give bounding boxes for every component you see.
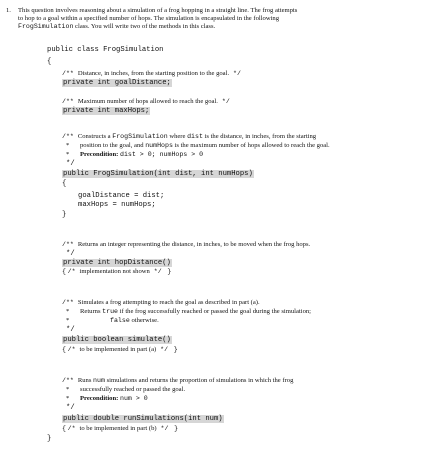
comment-text: Constructs a bbox=[77, 133, 113, 140]
run-simulations-signature-code: public double runSimulations(int num) bbox=[63, 415, 223, 423]
comment-open: /* bbox=[67, 425, 80, 432]
comment-open: /** bbox=[62, 377, 78, 384]
ctor-comment-line-1 bbox=[62, 133, 316, 141]
sim-comment-line-1 bbox=[62, 299, 260, 307]
comment-text: to be implemented in part (a) bbox=[79, 346, 157, 353]
hop-body bbox=[62, 268, 171, 276]
comment-text: Maximum number of hops allowed to reach the goal. bbox=[77, 98, 218, 105]
max-hops-field-code: private int maxHops; bbox=[63, 107, 150, 115]
max-hops-comment bbox=[62, 98, 230, 106]
open-brace: { bbox=[62, 268, 66, 275]
comment-text: successfully reached or passed the goal. bbox=[80, 386, 186, 393]
comment-text: simulations and returns the proportion of simulations in which the frog bbox=[104, 377, 294, 384]
inline-code: dist > 0; numHops > 0 bbox=[120, 151, 204, 158]
comment-text: to be implemented in part (b) bbox=[79, 425, 157, 432]
comment-close: */ bbox=[156, 425, 169, 432]
inline-code: numHops bbox=[145, 142, 173, 149]
comment-open: /* bbox=[67, 268, 80, 275]
comment-text: Returns bbox=[80, 308, 103, 315]
run-comment-line-3 bbox=[66, 395, 148, 403]
hop-comment-end: */ bbox=[66, 250, 75, 258]
bullet: * bbox=[66, 151, 70, 158]
ctor-close-brace: } bbox=[62, 211, 67, 219]
simulate-signature bbox=[62, 336, 172, 345]
open-brace: { bbox=[62, 346, 66, 353]
ctor-comment-end: */ bbox=[66, 160, 75, 168]
comment-open: /** bbox=[62, 133, 78, 140]
comment-text: is the maximum number of hops allowed to reach the goal. bbox=[172, 142, 330, 149]
comment-open: /** bbox=[62, 98, 78, 105]
run-comment-line-1 bbox=[62, 377, 293, 385]
ctor-body-line-1: goalDistance = dist; bbox=[78, 192, 165, 200]
goal-distance-field bbox=[62, 79, 172, 88]
comment-text: Runs bbox=[77, 377, 94, 384]
class-declaration: public class FrogSimulation bbox=[47, 46, 164, 54]
intro-line-3-text: class. You will write two of the methods in this class. bbox=[73, 23, 216, 30]
bullet: * bbox=[66, 395, 70, 402]
intro-line-3 bbox=[18, 23, 215, 31]
inline-code: num > 0 bbox=[120, 395, 148, 402]
max-hops-field bbox=[62, 107, 150, 116]
inline-code: true bbox=[102, 308, 118, 315]
sim-comment-line-3 bbox=[66, 317, 159, 325]
hop-comment-line-1 bbox=[62, 241, 310, 249]
comment-text: implementation not shown bbox=[79, 268, 150, 275]
comment-text: is the distance, in inches, from the starting bbox=[202, 133, 317, 140]
bullet: * bbox=[66, 308, 70, 315]
ctor-open-brace: { bbox=[62, 180, 67, 188]
goal-distance-field-code: private int goalDistance; bbox=[63, 79, 171, 87]
inline-code: num bbox=[93, 377, 105, 384]
comment-text: if the frog successfully reached or passed the goal during the simulation; bbox=[118, 308, 311, 315]
class-close-brace: } bbox=[47, 435, 52, 443]
ctor-body-line-2: maxHops = numHops; bbox=[78, 201, 156, 209]
open-brace: { bbox=[62, 425, 66, 432]
constructor-signature-code: public FrogSimulation(int dist, int numHops) bbox=[63, 170, 253, 178]
comment-text: otherwise. bbox=[129, 317, 159, 324]
goal-distance-comment bbox=[62, 70, 241, 78]
question-number: 1. bbox=[6, 7, 11, 14]
run-comment-line-2 bbox=[66, 386, 186, 394]
hop-distance-signature bbox=[62, 259, 172, 268]
hop-distance-signature-code: private int hopDistance() bbox=[63, 259, 171, 267]
sim-comment-line-2 bbox=[66, 308, 311, 316]
comment-open: /** bbox=[62, 299, 78, 306]
sim-comment-end: */ bbox=[66, 326, 75, 334]
precondition-label: Precondition: bbox=[80, 151, 119, 158]
simulate-body bbox=[62, 346, 178, 354]
inline-code: false bbox=[110, 317, 130, 324]
comment-text: Distance, in inches, from the starting position to the goal. bbox=[77, 70, 230, 77]
comment-open: /* bbox=[67, 346, 80, 353]
comment-text: where bbox=[167, 133, 188, 140]
comment-text: Returns an integer representing the distance, in inches, to be moved when the frog hops. bbox=[77, 241, 311, 248]
ctor-comment-line-3 bbox=[66, 151, 204, 159]
class-open-brace: { bbox=[47, 58, 52, 66]
comment-text: position to the goal, and bbox=[80, 142, 146, 149]
close-brace: } bbox=[167, 268, 172, 275]
close-brace: } bbox=[174, 425, 179, 432]
class-name-inline: FrogSimulation bbox=[18, 23, 74, 30]
ctor-comment-line-2 bbox=[66, 142, 330, 150]
bullet: * bbox=[66, 142, 70, 149]
intro-line-1: This question involves reasoning about a simulation of a frog hopping in a straight line. The frog attempts bbox=[18, 7, 298, 14]
comment-text: Simulates a frog attempting to reach the goal as described in part (a). bbox=[77, 299, 260, 306]
bullet: * bbox=[66, 317, 70, 324]
comment-close: */ bbox=[217, 98, 230, 105]
intro-line-2: to hop to a goal within a specified number of hops. The simulation is encapsulated in the following bbox=[18, 15, 280, 22]
simulate-signature-code: public boolean simulate() bbox=[63, 336, 171, 344]
run-simulations-signature bbox=[62, 415, 224, 424]
comment-close: */ bbox=[156, 346, 169, 353]
inline-code: dist bbox=[187, 133, 203, 140]
precondition-label: Precondition: bbox=[80, 395, 119, 402]
bullet: * bbox=[66, 386, 70, 393]
close-brace: } bbox=[173, 346, 178, 353]
comment-close: */ bbox=[149, 268, 162, 275]
inline-code: FrogSimulation bbox=[112, 133, 168, 140]
comment-open: /** bbox=[62, 241, 78, 248]
comment-close: */ bbox=[229, 70, 241, 77]
comment-open: /** bbox=[62, 70, 78, 77]
run-comment-end: */ bbox=[66, 404, 75, 412]
constructor-signature bbox=[62, 170, 254, 179]
run-simulations-body bbox=[62, 425, 178, 433]
